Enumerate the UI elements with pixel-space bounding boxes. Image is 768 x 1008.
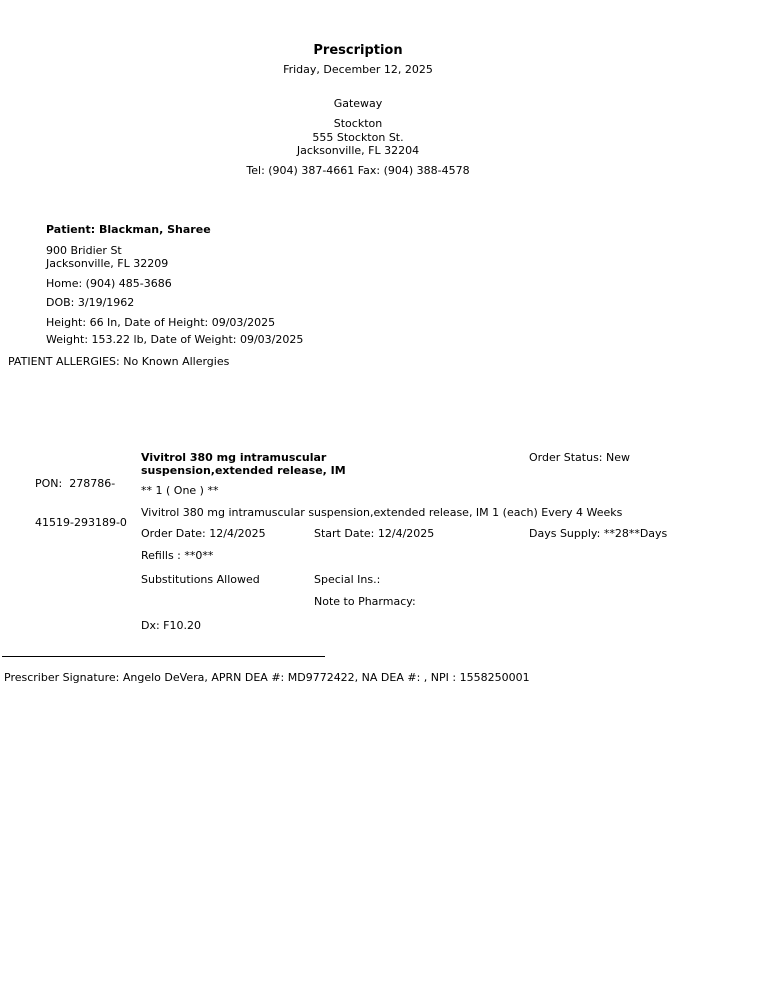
patient-address-street: 900 Bridier St: [46, 244, 122, 257]
prescriber-signature-line: Prescriber Signature: Angelo DeVera, APRN DEA #: MD9772422, NA DEA #: , NPI : 1558250001: [4, 671, 530, 684]
order-pon-line1: PON: 278786-: [35, 477, 116, 490]
patient-height: Height: 66 In, Date of Height: 09/03/2025: [46, 316, 276, 329]
clinic-address-street: 555 Stockton St.: [312, 131, 404, 144]
order-diagnosis: Dx: F10.20: [141, 619, 202, 632]
order-start-date: Start Date: 12/4/2025: [314, 527, 435, 540]
order-days-supply: Days Supply: **28**Days: [529, 527, 668, 540]
clinic-organization: Gateway: [333, 97, 383, 110]
clinic-contact: Tel: (904) 387-4661 Fax: (904) 388-4578: [246, 164, 470, 177]
patient-name: Patient: Blackman, Sharee: [46, 223, 211, 236]
patient-address-city: Jacksonville, FL 32209: [46, 257, 169, 270]
patient-dob: DOB: 3/19/1962: [46, 296, 135, 309]
clinic-site: Stockton: [333, 117, 383, 130]
order-pon: [35, 451, 127, 555]
clinic-address-city: Jacksonville, FL 32204: [296, 144, 420, 157]
document-title: Prescription: [313, 43, 403, 58]
patient-home-phone: Home: (904) 485-3686: [46, 277, 172, 290]
document-date: Friday, December 12, 2025: [283, 63, 433, 76]
order-quantity: ** 1 ( One ) **: [141, 484, 219, 497]
signature-rule: [2, 656, 325, 657]
order-special-instructions: Special Ins.:: [314, 573, 381, 586]
order-sig: Vivitrol 380 mg intramuscular suspension,extended release, IM 1 (each) Every 4 Weeks: [141, 506, 623, 519]
order-refills: Refills : **0**: [141, 549, 214, 562]
patient-allergies: PATIENT ALLERGIES: No Known Allergies: [8, 355, 230, 368]
order-drug-name: Vivitrol 380 mg intramuscular suspension,extended release, IM: [141, 451, 346, 477]
order-date: Order Date: 12/4/2025: [141, 527, 266, 540]
order-note-to-pharmacy: Note to Pharmacy:: [314, 595, 416, 608]
patient-weight: Weight: 153.22 lb, Date of Weight: 09/03/2025: [46, 333, 304, 346]
order-substitutions: Substitutions Allowed: [141, 573, 260, 586]
order-pon-line2: 41519-293189-0: [35, 516, 127, 529]
order-status: Order Status: New: [529, 451, 631, 464]
